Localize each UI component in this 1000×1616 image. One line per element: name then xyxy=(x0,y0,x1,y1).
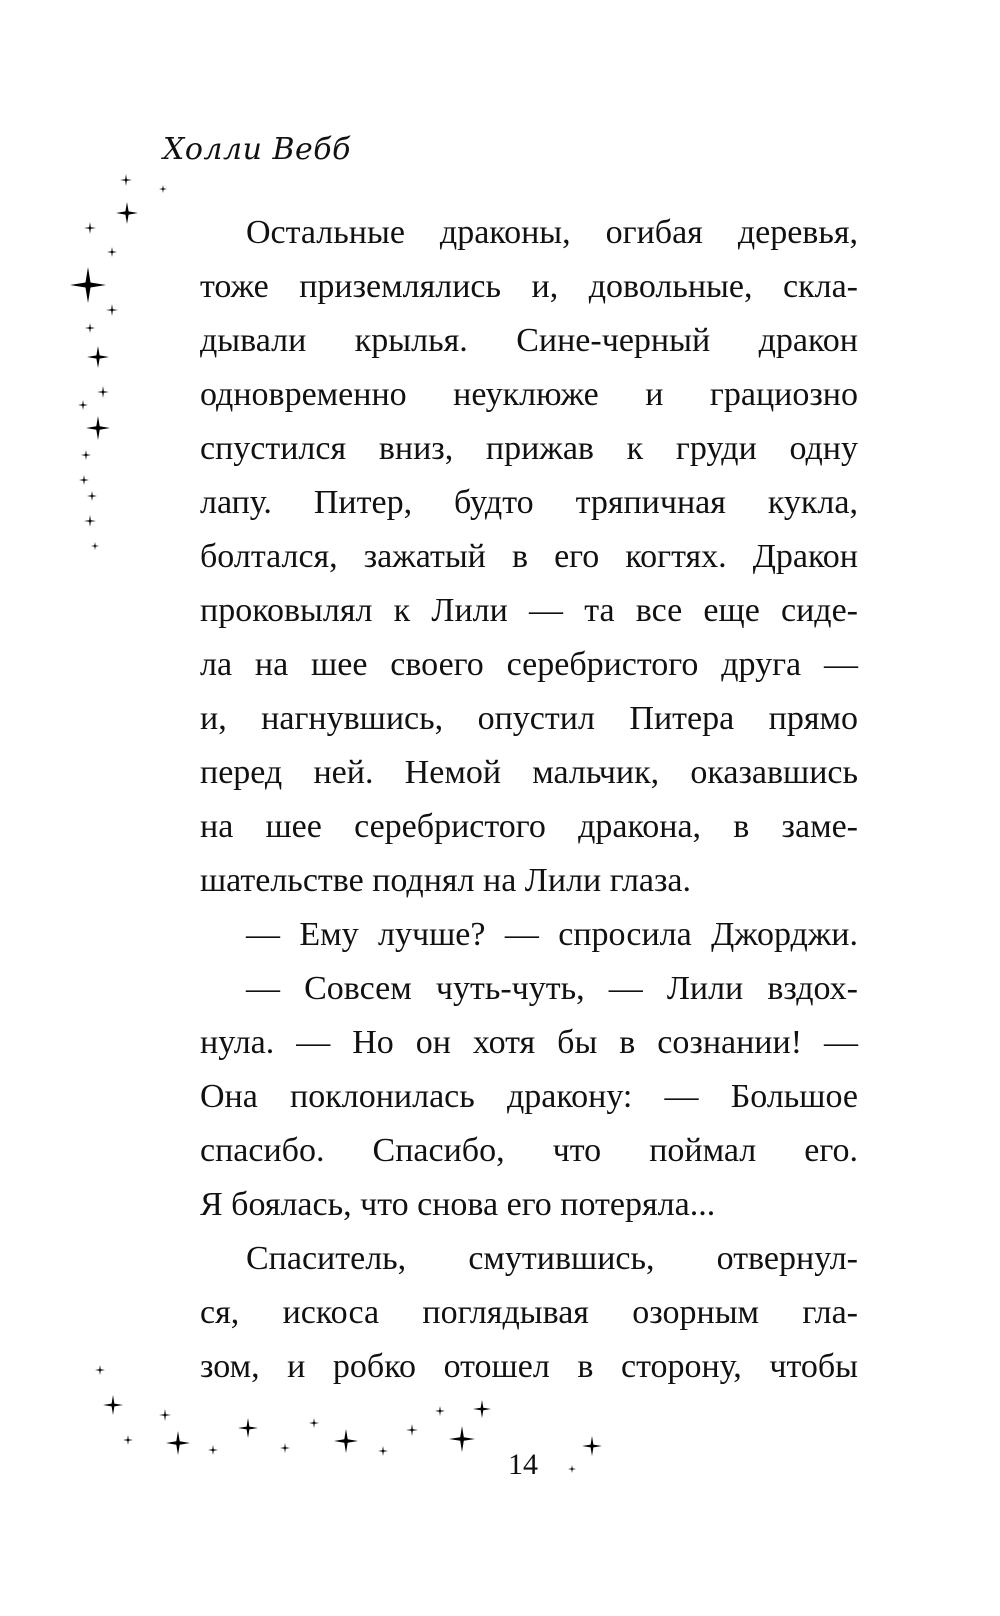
star-icon xyxy=(86,416,110,440)
star-icon xyxy=(166,1431,190,1455)
text-line: нула. — Но он хотя бы в сознании! — xyxy=(200,1024,858,1061)
text-line: и, нагнувшись, опустил Питера прямо xyxy=(200,700,858,737)
text-line: проковылял к Лили — та все еще сиде- xyxy=(200,592,858,629)
body-text xyxy=(200,206,858,1394)
text-line: перед ней. Немой мальчик, оказавшись xyxy=(200,754,858,791)
text-line: спасибо. Спасибо, что поймал его. xyxy=(200,1132,858,1169)
star-icon xyxy=(106,304,118,316)
text-line: зом, и робко отошел в сторону, чтобы xyxy=(200,1348,858,1385)
text-line: болтался, зажатый в его когтях. Дракон xyxy=(200,538,858,575)
star-icon xyxy=(70,267,106,303)
text-line: лапу. Питер, будто тряпичная кукла, xyxy=(200,484,858,521)
star-icon xyxy=(87,346,109,368)
text-line: ся, искоса поглядывая озорным гла- xyxy=(200,1294,858,1331)
star-icon xyxy=(159,185,167,193)
text-line: на шее серебристого дракона, в заме- xyxy=(200,808,858,845)
star-icon xyxy=(116,202,138,224)
text-line: — Совсем чуть-чуть, — Лили вздох- xyxy=(246,970,858,1007)
star-icon xyxy=(123,1435,133,1445)
text-line: спустился вниз, прижав к груди одну xyxy=(200,430,858,467)
page-number: 14 xyxy=(508,1448,538,1481)
star-icon xyxy=(159,1409,171,1421)
star-icon xyxy=(103,1395,123,1415)
text-line: тоже приземлялись и, довольные, скла- xyxy=(200,268,858,305)
star-icon xyxy=(208,1445,218,1455)
star-icon xyxy=(406,1424,418,1436)
star-icon xyxy=(334,1429,358,1453)
text-line: шательстве поднял на Лили глаза. xyxy=(200,862,692,899)
text-line: Она поклонилась дракону: — Большое xyxy=(200,1078,858,1115)
star-icon xyxy=(97,386,109,398)
star-icon xyxy=(582,1436,602,1456)
running-head: Холли Вебб xyxy=(163,132,351,167)
star-icon xyxy=(309,1418,319,1428)
star-icon xyxy=(473,1400,491,1418)
star-icon xyxy=(95,1365,105,1375)
text-line: одновременно неуклюже и грациозно xyxy=(200,376,858,413)
text-line: Остальные драконы, огибая деревья, xyxy=(246,214,858,251)
star-icon xyxy=(81,450,91,460)
star-icon xyxy=(280,1443,290,1453)
star-icon xyxy=(84,222,96,234)
star-icon xyxy=(87,491,97,501)
star-icon xyxy=(568,1465,576,1473)
text-line: Спаситель, смутившись, отвернул- xyxy=(246,1240,858,1277)
star-icon xyxy=(85,323,95,333)
text-line: дывали крылья. Сине-черный дракон xyxy=(200,322,858,359)
star-icon xyxy=(84,515,96,527)
star-icon xyxy=(238,1418,258,1438)
star-icon xyxy=(91,542,99,550)
star-icon xyxy=(435,1406,445,1416)
star-icon xyxy=(107,247,117,257)
star-icon xyxy=(378,1446,388,1456)
star-icon xyxy=(120,174,132,186)
text-line: — Ему лучше? — спросила Джорджи. xyxy=(246,916,858,953)
star-icon xyxy=(449,1426,475,1452)
text-line: ла на шее своего серебристого друга — xyxy=(200,646,858,683)
text-line: Я боялась, что снова его потеряла... xyxy=(200,1186,716,1223)
star-icon xyxy=(79,475,89,485)
star-icon xyxy=(78,400,88,410)
